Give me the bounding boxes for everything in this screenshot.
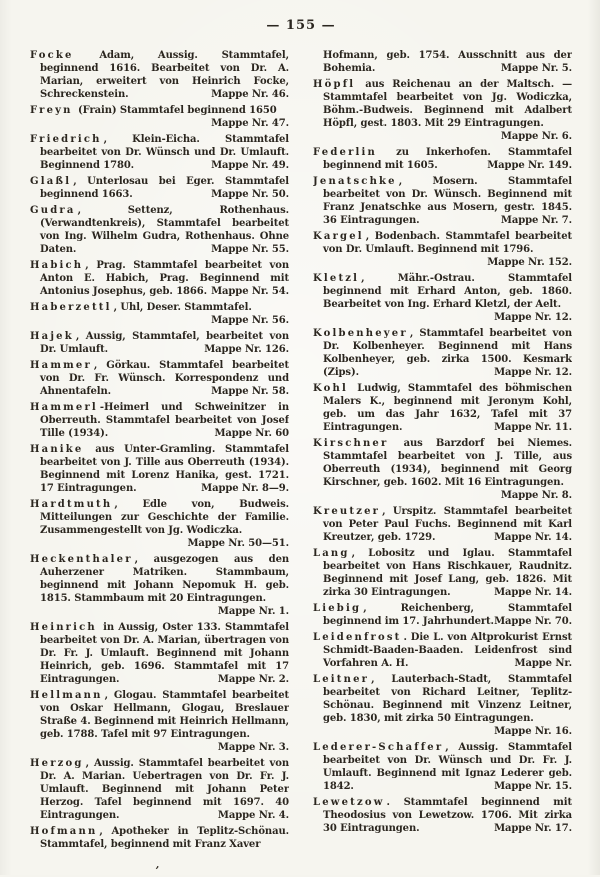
index-entry xyxy=(30,401,289,440)
entry-surname: Kirschner xyxy=(313,438,389,449)
mappe-reference: Mappe Nr. 12. xyxy=(494,312,572,323)
entry-surname: Focke xyxy=(30,50,74,61)
mappe-reference: Mappe Nr. 6. xyxy=(500,131,572,142)
mappe-reference: Mappe Nr. 17. xyxy=(494,823,572,834)
index-entry xyxy=(30,301,289,327)
mappe-reference: Mappe Nr. 8. xyxy=(500,490,572,501)
entry-text: , Aussig. Stammtafel bearbeitet von Dr. A. Marian. Uebertragen von Dr. Fr. J. Umlauft. Beginnend mit Johann Peter Herzog. Tafel beginnend mit 1697. 40 Eintragungen. xyxy=(40,758,289,821)
two-column-text-block xyxy=(18,49,584,854)
entry-text: , Prag. Stammtafel bearbeitet von Anton E. Habich, Prag. Beginnend mit Antonius Josephus, geb. 1866. xyxy=(40,260,289,297)
index-entry xyxy=(313,602,572,628)
entry-text: , Lobositz und Iglau. Stammtafel bearbeitet von Hans Rischkauer, Raudnitz. Beginnend mit Josef Lang, geb. 1826. Mit zirka 30 Eintragungen. xyxy=(323,548,572,598)
index-entry xyxy=(313,382,572,434)
entry-text: , ausgezogen aus den Auherzener Matriken. Stammbaum, beginnend mit Johann Nepomuk H. geb. 1815. Stammbaum mit 20 Eintragungen. xyxy=(40,554,289,604)
entry-text: . Stammtafel beginnend mit Theodosius von Lewetzow. 1706. Mit zirka 30 Eintragungen. xyxy=(323,797,572,834)
mappe-reference: Mappe Nr. 2. xyxy=(217,674,289,685)
entry-surname: Lewetzow xyxy=(313,797,385,808)
entry-text: in Aussig, Oster 133. Stammtafel bearbeitet von Dr. A. Marian, übertragen von Dr. Fr. J. Umlauft. Beginnend mit Johann Heinrich, geb. 1696. Stammtafel mit 17 Eintragungen. xyxy=(40,622,289,685)
index-entry xyxy=(30,621,289,686)
mappe-reference: Mappe Nr. 60 xyxy=(214,428,289,439)
entry-surname: Friedrich xyxy=(30,134,102,145)
entry-text: , Edle von, Budweis. Mitteilungen zur Geschichte der Familie. Zusammengestellt von Jg. Wodiczka. xyxy=(40,499,289,536)
entry-text: , Görkau. Stammtafel bearbeitet von Dr. Fr. Wünsch. Korrespondenz und Ahnentafeln. xyxy=(40,360,289,397)
column-right xyxy=(313,49,572,854)
index-entry xyxy=(30,825,289,851)
entry-surname: Lang xyxy=(313,548,350,559)
mappe-reference: Mappe Nr. 54. xyxy=(211,286,289,297)
index-entry xyxy=(313,631,572,670)
mappe-reference: Mappe Nr. 14. xyxy=(494,532,572,543)
entry-text: , Apotheker in Teplitz-Schönau. Stammtafel, beginnend mit Franz Xaver xyxy=(40,826,289,850)
page-number: — 155 — xyxy=(266,18,336,33)
mappe-reference: Mappe Nr. 4. xyxy=(217,810,289,821)
mappe-reference: Mappe Nr. 5. xyxy=(500,63,572,74)
mappe-reference: Mappe Nr. 14. xyxy=(494,587,572,598)
mappe-reference: Mappe Nr. 50—51. xyxy=(187,538,289,549)
entry-text: , Urspitz. Stammtafel bearbeitet von Peter Paul Fuchs. Beginnend mit Karl Kreutzer, geb. 1729. xyxy=(323,506,572,543)
entry-text: , Klein-Eicha. Stammtafel bearbeitet von Dr. Wünsch und Dr. Umlauft. Beginnend 1780. xyxy=(40,134,289,171)
entry-surname: Heinrich xyxy=(30,622,97,633)
index-entry xyxy=(30,259,289,298)
mappe-reference: Mappe Nr. 47. xyxy=(211,118,289,129)
mappe-reference: Mappe Nr. 149. xyxy=(487,160,572,171)
index-entry xyxy=(313,673,572,738)
mappe-reference: Mappe Nr. 11. xyxy=(494,422,572,433)
entry-surname: Hardtmuth xyxy=(30,499,113,510)
entry-surname: Hellmann xyxy=(30,690,103,701)
column-left xyxy=(30,49,289,854)
entry-text: -Heimerl und Schweinitzer in Oberreuth. Stammtafel bearbeitet von Josef Tille (1934). xyxy=(40,402,289,439)
entry-surname: Hammer xyxy=(30,360,92,371)
index-entry xyxy=(313,327,572,379)
index-entry xyxy=(30,175,289,201)
index-entry xyxy=(313,272,572,324)
index-entry xyxy=(313,505,572,544)
entry-surname: Gudra xyxy=(30,205,76,216)
index-entry xyxy=(30,133,289,172)
entry-surname: Heckenthaler xyxy=(30,554,133,565)
index-entry xyxy=(313,796,572,835)
entry-text: . Die L. von Altprokurist Ernst Schmidt-Baaden-Baaden. Leidenfrost sind Vorfahren A. H. xyxy=(323,632,572,669)
mappe-reference: Mappe Nr. 8—9. xyxy=(201,483,289,494)
entry-text: , Stammtafel bearbeitet von Dr. Kolbenheyer. Beginnend mit Hans Kolbenheyer, geb. zirka 1500. Kesmark (Zips). xyxy=(323,328,572,378)
entry-text: , Mosern. Stammtafel bearbeitet von Dr. Wünsch. Beginnend mit Franz Jenatschke aus Mosern, gestr. 1845. 36 Eintragungen. xyxy=(323,176,572,226)
entry-surname: Höpfl xyxy=(313,79,356,90)
entry-surname: Kohl xyxy=(313,383,349,394)
entry-surname: Glaßl xyxy=(30,176,72,187)
entry-text: aus Unter-Gramling. Stammtafel bearbeitet von J. Tille aus Oberreuth (1934). Beginnend mit Lorenz Hanika, gest. 1721. 17 Eintragungen. xyxy=(40,444,289,494)
entry-surname: Liebig xyxy=(313,603,362,614)
index-entry xyxy=(313,741,572,793)
entry-surname: Leitner xyxy=(313,674,370,685)
index-entry xyxy=(313,437,572,502)
index-entry xyxy=(313,49,572,75)
mappe-reference: Mappe Nr. 49. xyxy=(211,160,289,171)
mappe-reference: Mappe Nr. xyxy=(514,658,572,669)
mappe-reference: Mappe Nr. 15. xyxy=(494,781,572,792)
index-entry xyxy=(313,146,572,172)
index-entry xyxy=(30,757,289,822)
entry-surname: Hofmann xyxy=(30,826,98,837)
mappe-reference: Mappe Nr. 12. xyxy=(494,367,572,378)
entry-surname: Leidenfrost xyxy=(313,632,402,643)
index-entry xyxy=(30,443,289,495)
index-entry xyxy=(30,498,289,550)
index-entry xyxy=(30,204,289,256)
mappe-reference: Mappe Nr. 126. xyxy=(204,344,289,355)
mappe-reference: Mappe Nr. 58. xyxy=(211,386,289,397)
entry-text: , Lauterbach-Stadt, Stammtafel bearbeitet von Richard Leitner, Teplitz-Schönau. Beginnend mit Vinzenz Leitner, geb. 1830, mit zirka 50 Eintragungen. xyxy=(323,674,572,724)
entry-text: , Uhl, Deser. Stammtafel. xyxy=(113,302,252,313)
entry-text: , Unterlosau bei Eger. Stammtafel beginnend 1663. xyxy=(40,176,289,200)
index-entry xyxy=(313,78,572,143)
entry-surname: Kargel xyxy=(313,231,364,242)
entry-surname: Kreutzer xyxy=(313,506,381,517)
entry-surname: Lederer-Schaffer xyxy=(313,742,444,753)
index-entry xyxy=(30,104,289,130)
mappe-reference: Mappe Nr. 46. xyxy=(211,89,289,100)
entry-surname: Federlin xyxy=(313,147,378,158)
entry-text: zu Inkerhofen. Stammtafel beginnend mit 1605. xyxy=(323,147,572,171)
entry-text: aus Reichenau an der Maltsch. — Stammtafel bearbeitet von Jg. Wodiczka, Böhm.-Budweis. Beginnend mit Adalbert Höpfl, gest. 1803. Mit 29 Eintragungen. xyxy=(323,79,572,129)
entry-text: aus Barzdorf bei Niemes. Stammtafel bearbeitet von J. Tille, aus Oberreuth (1934), beginnend mit Georg Kirschner, geb. 1602. Mit 16 Eintragungen. xyxy=(323,438,572,488)
index-entry xyxy=(313,230,572,269)
index-entry xyxy=(313,175,572,227)
entry-surname: Jenatschke xyxy=(313,176,397,187)
entry-surname: Freyn xyxy=(30,105,73,116)
entry-text: (Frain) Stammtafel beginnend 1650 xyxy=(74,105,277,116)
mappe-reference: Mappe Nr. 50. xyxy=(211,189,289,200)
index-entry xyxy=(30,359,289,398)
scan-artifact-mark: ’ xyxy=(154,863,160,877)
mappe-reference: Mappe Nr. 56. xyxy=(211,315,289,326)
entry-text: , Settenz, Rothenhaus. (Verwandtenkreis), Stammtafel bearbeitet von Ing. Wilhelm Gudra, Rothenhaus. Ohne Daten. xyxy=(40,205,289,255)
index-entry xyxy=(30,330,289,356)
entry-surname: Hanike xyxy=(30,444,84,455)
entry-text: , Aussig, Stammtafel, bearbeitet von Dr. Umlauft. xyxy=(40,331,289,355)
mappe-reference: Mappe Nr. 152. xyxy=(487,257,572,268)
index-entry xyxy=(313,547,572,599)
entry-text: , Glogau. Stammtafel bearbeitet von Oskar Hellmann, Glogau, Breslauer Straße 4. Beginnend mit Heinrich Hellmann, geb. 1788. Tafel mit 97 Eintragungen. xyxy=(40,690,289,740)
mappe-reference: Mappe Nr. 70. xyxy=(494,616,572,627)
entry-surname: Kolbenheyer xyxy=(313,328,408,339)
entry-surname: Haberzettl xyxy=(30,302,112,313)
entry-text: , Reichenberg, Stammtafel beginnend im 17. Jahrhundert. xyxy=(323,603,572,627)
entry-text: , Aussig. Stammtafel bearbeitet von Dr. Wünsch und Dr. Fr. J. Umlauft. Beginnend mit Ignaz Lederer geb. 1842. xyxy=(323,742,572,792)
index-entry xyxy=(30,553,289,618)
entry-text: , Mähr.-Ostrau. Stammtafel beginnend mit Erhard Anton, geb. 1860. Bearbeitet von Ing. Erhard Kletzl, der Aelt. xyxy=(323,273,572,310)
entry-text: Hofmann, geb. 1754. Ausschnitt aus der Bohemia. xyxy=(323,50,572,74)
entry-text: , Bodenbach. Stammtafel bearbeitet von Dr. Umlauft. Beginnend mit 1796. xyxy=(323,231,572,255)
entry-text: Adam, Aussig. Stammtafel, beginnend 1616. Bearbeitet von Dr. A. Marian, erweitert von Heinrich Focke, Schreckenstein. xyxy=(40,50,289,100)
index-entry xyxy=(30,689,289,754)
entry-surname: Habich xyxy=(30,260,84,271)
entry-surname: Kletzl xyxy=(313,273,360,284)
index-entry xyxy=(30,49,289,101)
entry-surname: Hajek xyxy=(30,331,74,342)
entry-surname: Hammerl xyxy=(30,402,98,413)
mappe-reference: Mappe Nr. 7. xyxy=(500,215,572,226)
mappe-reference: Mappe Nr. 3. xyxy=(217,742,289,753)
entry-text: Ludwig, Stammtafel des böhmischen Malers K., beginnend mit Jeronym Kohl, geb. um das Jahr 1632, Tafel mit 37 Eintragungen. xyxy=(323,383,572,433)
mappe-reference: Mappe Nr. 16. xyxy=(494,726,572,737)
mappe-reference: Mappe Nr. 55. xyxy=(211,244,289,255)
entry-surname: Herzog xyxy=(30,758,84,769)
mappe-reference: Mappe Nr. 1. xyxy=(217,606,289,617)
